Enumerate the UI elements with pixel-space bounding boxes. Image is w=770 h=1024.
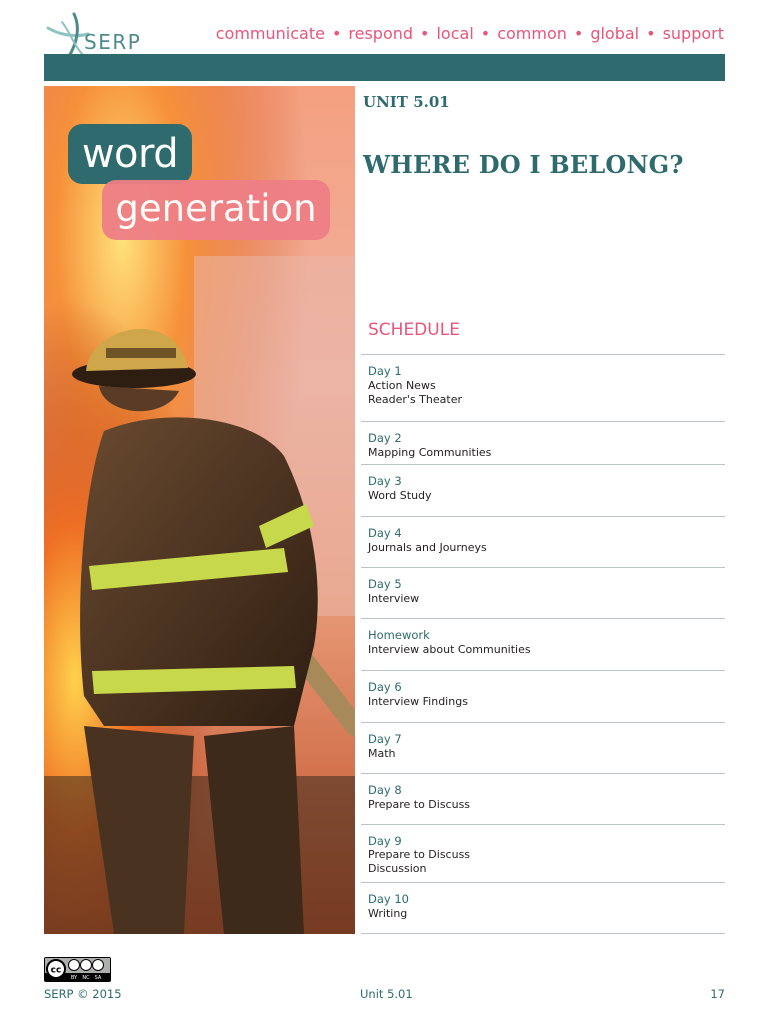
schedule-day: Day 7 [368,732,402,746]
schedule-entry [361,464,725,509]
schedule-entry [361,722,725,767]
schedule-entry [361,670,725,715]
schedule-entry [361,354,725,407]
schedule-item: Action News [368,379,436,392]
tagline-separator: • [646,24,656,43]
page-title: WHERE DO I BELONG? [363,150,684,179]
schedule-day: Homework [368,628,430,642]
schedule-item: Word Study [368,489,432,502]
tagline-word-common: common [497,24,567,43]
schedule-day: Day 2 [368,431,402,445]
tagline-word-respond: respond [348,24,414,43]
cc-by-nc-sa-icon [44,957,111,982]
schedule-item: Interview about Communities [368,643,531,656]
schedule-day: Day 3 [368,474,402,488]
schedule-item: Math [368,747,396,760]
schedule-item: Prepare to Discuss [368,848,471,861]
schedule-item: Interview [368,592,420,605]
schedule-day: Day 4 [368,526,402,540]
tagline-word-local: local [436,24,474,43]
schedule-item: Mapping Communities [368,446,492,459]
tagline-separator: • [480,24,491,43]
schedule-entry [361,824,725,881]
schedule-item: Discussion [368,862,427,875]
badge-generation: generation [102,180,330,240]
header-bar [44,54,725,81]
schedule-item: Interview Findings [368,695,468,708]
cc-by-label: BY [70,975,78,981]
schedule-item: Journals and Journeys [368,541,487,554]
cc-label: cc [50,965,62,976]
schedule-day: Day 6 [368,680,402,694]
schedule-day: Day 10 [368,892,409,906]
schedule-item: Reader's Theater [368,393,462,406]
schedule-day: Day 5 [368,577,402,591]
schedule-item: Prepare to Discuss [368,798,471,811]
unit-label: UNIT 5.01 [363,93,450,111]
schedule-item: Writing [368,907,408,920]
schedule-entry [361,421,725,466]
footer-unit: Unit 5.01 [360,987,413,1001]
cc-nc-label: NC [82,975,90,981]
schedule-entry [361,567,725,612]
tagline-word-support: support [662,24,724,43]
cc-sa-label: SA [94,975,102,981]
tagline [216,24,724,43]
footer-page-number: 17 [710,987,725,1001]
schedule-bottom-rule [361,933,725,934]
schedule-entry [361,773,725,818]
cover-photo-firefighter [44,86,355,934]
tagline-word-global: global [590,24,640,43]
schedule-heading: SCHEDULE [368,320,460,340]
schedule-entry [361,516,725,561]
footer-copyright: SERP © 2015 [44,987,122,1001]
schedule-day: Day 8 [368,783,402,797]
tagline-separator: • [331,24,342,43]
schedule-entry [361,882,725,927]
tagline-separator: • [420,24,430,43]
tagline-word-communicate: communicate [215,24,325,43]
logo-text: SERP [84,30,142,54]
tagline-separator: • [573,24,584,43]
schedule-day: Day 9 [368,834,402,848]
badge-word: word [68,124,192,184]
schedule-entry [361,618,725,663]
schedule-day: Day 1 [368,364,402,378]
